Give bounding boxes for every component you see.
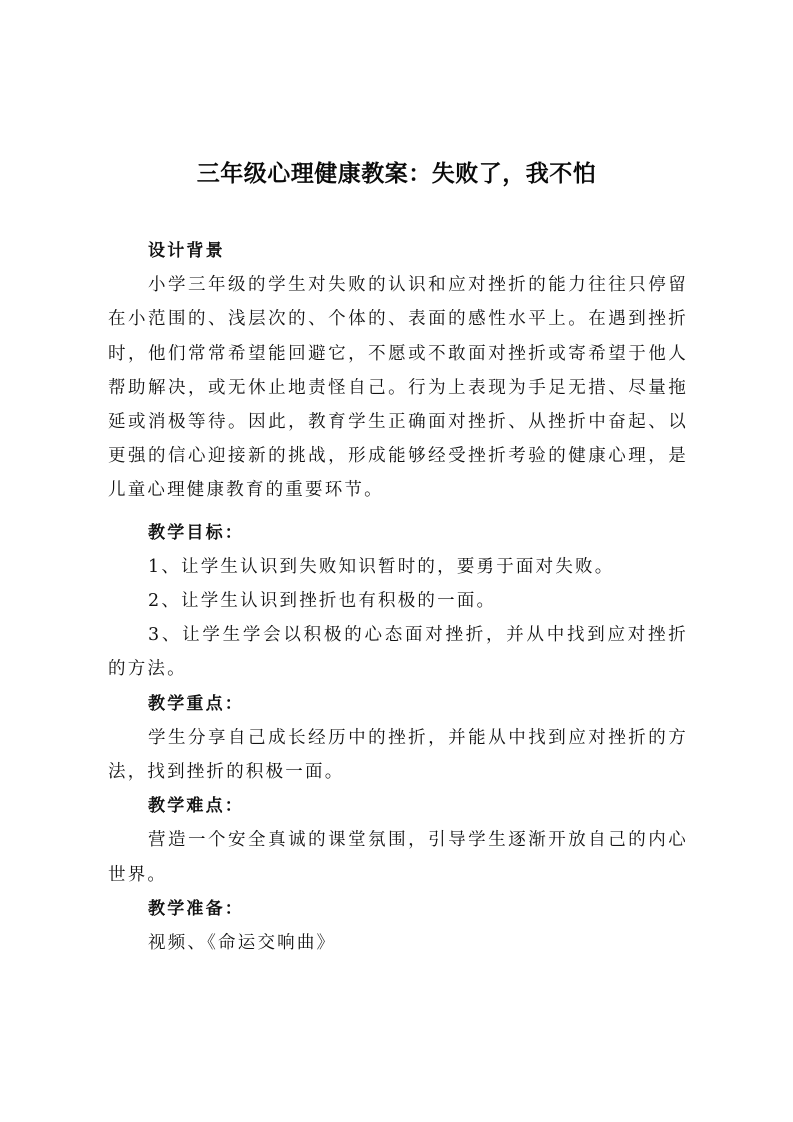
section-heading-preparation: 教学准备： <box>148 898 244 919</box>
preparation-paragraph: 视频、《命运交响曲》 <box>148 933 337 954</box>
section-heading-difficulties: 教学难点： <box>148 796 244 817</box>
goal-item: 2、让学生认识到挫折也有积极的一面。 <box>148 591 497 612</box>
section-heading-goals: 教学目标： <box>148 522 244 543</box>
document-title: 三年级心理健康教案：失败了，我不怕 <box>196 161 597 187</box>
difficulties-paragraph: 营造一个安全真诚的课堂氛围，引导学生逐渐开放自己的内心世界。 <box>108 830 688 885</box>
document-body <box>108 234 688 960</box>
section-heading-background: 设计背景 <box>148 241 225 261</box>
goal-item: 1、让学生认识到失败知识暂时的，要勇于面对失败。 <box>148 556 615 577</box>
section-heading-key-points: 教学重点： <box>148 693 244 714</box>
goal-item: 3、让学生学会以积极的心态面对挫折，并从中找到应对挫折的方法。 <box>108 625 688 680</box>
key-points-paragraph: 学生分享自己成长经历中的挫折，并能从中找到应对挫折的方法，找到挫折的积极一面。 <box>108 727 688 783</box>
background-paragraph: 小学三年级的学生对失败的认识和应对挫折的能力往往只停留在小范围的、浅层次的、个体的、表面的感性水平上。在遇到挫折时，他们常常希望能回避它，不愿或不敢面对挫折或寄希望于他人帮助解决，或无休止地责怪自己。行为上表现为手足无措、尽量拖延或消极等待。因此，教育学生正确面对挫折、从挫折中奋起、以更强的信心迎接新的挑战，形成能够经受挫折考验的健康心理，是儿童心理健康教育的重要环节。 <box>108 275 688 501</box>
